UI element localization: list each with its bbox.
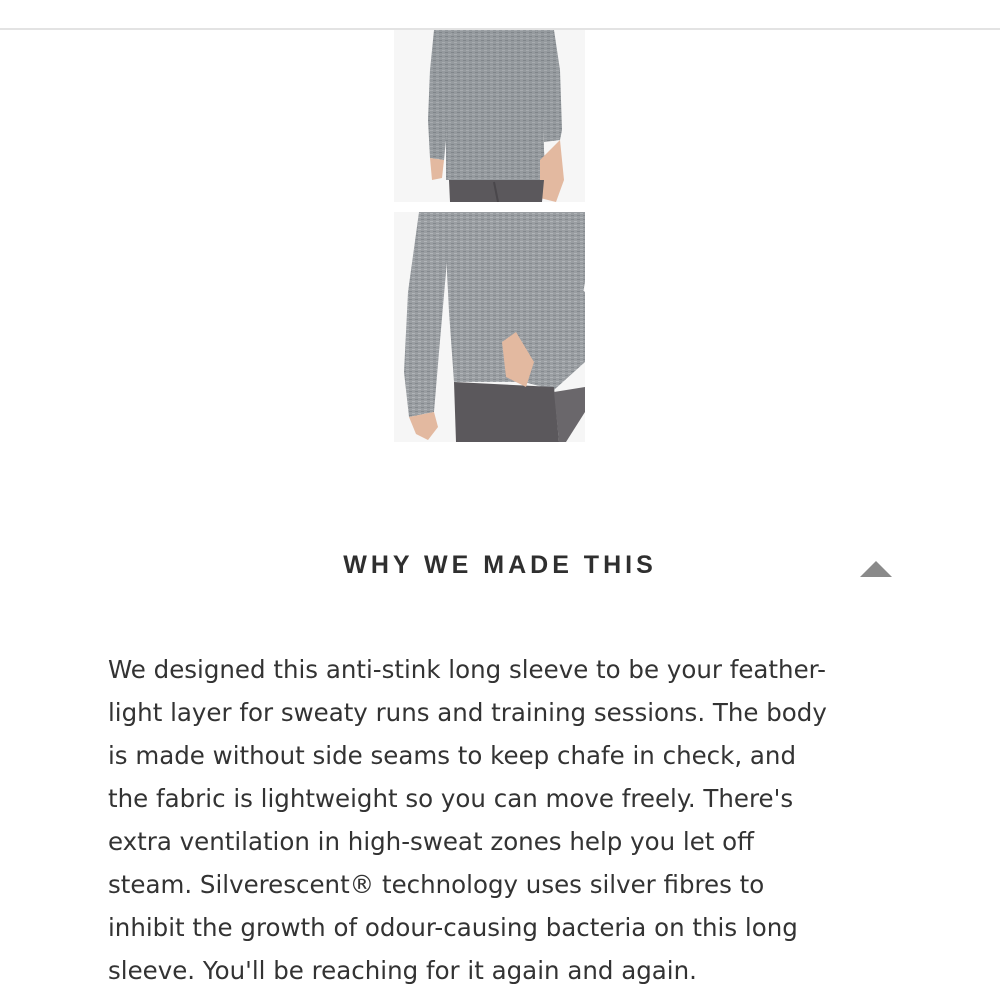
chevron-up-icon[interactable]: [858, 559, 894, 581]
description-line: is made without side seams to keep chafe in check, and: [108, 741, 796, 770]
product-image-front[interactable]: [394, 30, 585, 202]
description-line: We designed this anti-stink long sleeve to be your feather-: [108, 655, 826, 684]
description-line: the fabric is lightweight so you can move freely. There's: [108, 784, 794, 813]
section-title: WHY WE MADE THIS: [343, 551, 657, 579]
description-line: sleeve. You'll be reaching for it again and again.: [108, 956, 697, 985]
section-description: [108, 648, 908, 992]
triangle-up-icon: [860, 561, 892, 577]
why-we-made-this-header[interactable]: [0, 545, 1000, 589]
description-line: light layer for sweaty runs and training sessions. The body: [108, 698, 827, 727]
description-line: extra ventilation in high-sweat zones help you let off: [108, 827, 755, 856]
shirt-hem-photo-icon: [394, 212, 585, 442]
description-line: steam. Silverescent® technology uses silver fibres to: [108, 870, 765, 899]
description-line: inhibit the growth of odour-causing bacteria on this long: [108, 913, 798, 942]
shirt-front-photo-icon: [394, 30, 585, 202]
product-image-detail[interactable]: [394, 212, 585, 442]
